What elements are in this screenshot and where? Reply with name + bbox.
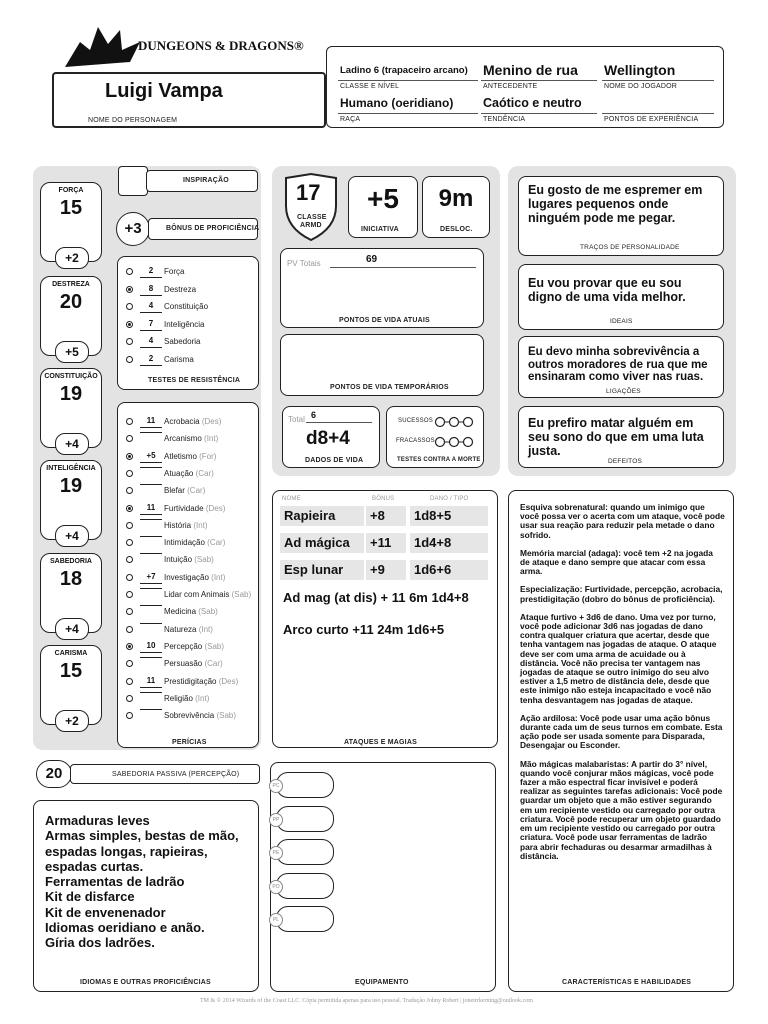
feature-paragraph: Ataque furtivo + 3d6 de dano. Uma vez por turno, você pode adicionar 3d6 nas jogadas de dano contra qualquer criatura que acertar, desde que tenha vantagem nas jogadas de ataque. O ataque deve ser com uma arma de acuidade ou à distância. Você não precisa ter vantagem nas jogadas de ataque se outro inimigo do seu alvo estiver a 1,5 metro de distância dele, desde que este inimigo não esteja incapacitado e você não tenha desvantagem nas jogadas de ataque.	[520, 611, 717, 705]
proficiency-line: Kit de disfarce	[45, 889, 135, 905]
skill-value	[140, 623, 162, 624]
ideals-label: IDEAIS	[610, 318, 633, 325]
temp-hp-label: PONTOS DE VIDA TEMPORÁRIOS	[330, 384, 449, 391]
class-level-label: CLASSE E NÍVEL	[340, 83, 400, 90]
death-success-circles[interactable]	[434, 415, 476, 433]
attacks-label: ATAQUES E MAGIAS	[344, 739, 417, 746]
death-saves-label: TESTES CONTRA A MORTE	[397, 457, 481, 463]
current-hp-label: PONTOS DE VIDA ATUAIS	[339, 317, 430, 324]
ability-score[interactable]: 20	[59, 291, 83, 313]
attack-damage[interactable]: 1d8+5	[410, 506, 488, 526]
proficiencies-text[interactable]	[45, 813, 239, 951]
proficiency-line: espadas longas, rapieiras,	[45, 843, 208, 859]
saving-throws-label: TESTES DE RESISTÊNCIA	[148, 377, 241, 384]
skill-value	[140, 536, 162, 537]
features-label: CARACTERÍSTICAS E HABILIDADES	[562, 979, 692, 986]
background[interactable]: Menino de rua	[483, 62, 578, 78]
skill-value: 11	[140, 675, 162, 688]
inspiration-label: INSPIRAÇÃO	[183, 177, 229, 184]
attack-col-damage: DANO / TIPO	[430, 496, 469, 502]
attack-name[interactable]: Rapieira	[280, 506, 364, 526]
race-label: RAÇA	[340, 116, 361, 123]
flaws-text: Eu prefiro matar alguém em seu sono do que em uma luta justa.	[528, 416, 704, 458]
personality-text: Eu gosto de me espremer em lugares pequenos onde ninguém pode me pegar.	[528, 183, 703, 225]
personality-label: TRAÇOS DE PERSONALIDADE	[580, 244, 680, 251]
features-text[interactable]	[520, 503, 725, 870]
hit-dice-total-label: Total	[288, 415, 305, 424]
proficiency-line: Armaduras leves	[45, 813, 150, 828]
proficiency-dot[interactable]	[126, 626, 133, 633]
proficiency-dot[interactable]	[126, 522, 133, 529]
attack-damage[interactable]: 1d6+6	[410, 560, 488, 580]
skill-value	[140, 692, 162, 693]
character-name[interactable]: Luigi Vampa	[105, 80, 223, 102]
skill-label: Sobrevivência (Sab)	[164, 711, 237, 721]
proficiency-bonus-label: BÔNUS DE PROFICIÊNCIA	[166, 225, 260, 232]
skill-label: Intimidação (Car)	[164, 538, 226, 548]
attack-name[interactable]: Ad mágica	[280, 533, 364, 553]
death-fail-label: FRACASSOS	[396, 438, 435, 444]
proficiency-line: Kit de envenenador	[45, 904, 166, 920]
proficiency-line: Ferramentas de ladrão	[45, 874, 185, 890]
alignment[interactable]: Caótico e neutro	[483, 96, 582, 110]
feature-paragraph: Ação ardilosa: Você pode usar uma ação bônus durante cada um de seus turnos em combate. Esta ação pode ser usada somente para Disparada, Desengajar ou Esconder.	[520, 712, 723, 751]
armor-class-label-2: ARMD	[300, 222, 322, 229]
ability-score[interactable]: 18	[59, 568, 83, 590]
bonds-text: Eu devo minha sobrevivência a outros moradores de rua que me ensinaram como viver nas ruas.	[528, 346, 708, 383]
initiative-value[interactable]: +5	[367, 183, 399, 214]
coin-label: PP	[269, 813, 283, 827]
proficiency-line: espadas curtas.	[45, 858, 144, 874]
dragon-logo-icon	[60, 22, 150, 72]
skill-label: Lidar com Animais (Sab)	[164, 590, 252, 599]
skill-value	[140, 432, 162, 433]
skill-value	[140, 484, 162, 485]
coin-label: PO	[269, 880, 283, 894]
proficiency-line: Armas simples, bestas de mão,	[45, 828, 239, 844]
passive-perception-label: SABEDORIA PASSIVA (PERCEPÇÃO)	[112, 771, 240, 778]
proficiency-line: Gíria dos ladrões.	[45, 935, 155, 951]
ability-score[interactable]: 15	[59, 197, 83, 219]
coin-label: PE	[269, 846, 283, 860]
skill-value	[140, 709, 162, 710]
skill-value	[140, 519, 162, 520]
speed-value[interactable]: 9m	[438, 185, 474, 212]
proficiency-dot[interactable]	[126, 505, 133, 512]
skill-value: +5	[140, 450, 162, 463]
skill-label: Natureza (Int)	[164, 624, 213, 634]
skill-value	[140, 553, 162, 554]
ability-mod: +4	[55, 433, 89, 455]
coin-pc[interactable]	[272, 772, 334, 798]
proficiency-dot[interactable]	[126, 678, 133, 685]
skill-label: Investigação (Int)	[164, 572, 226, 582]
attack-bonus[interactable]: +9	[366, 560, 406, 580]
death-fail-circles[interactable]	[434, 435, 476, 453]
feature-paragraph: Memória marcial (adaga): você tem +2 na jogada de ataque e dano sempre que atacar com essa arma.	[520, 547, 713, 577]
skill-label: Medicina (Sab)	[164, 607, 218, 617]
skill-label: Acrobacia (Des)	[164, 417, 222, 426]
skill-value	[140, 588, 162, 589]
proficiency-dot[interactable]	[126, 418, 133, 425]
coin-label: PC	[269, 779, 283, 793]
attack-bonus[interactable]: +8	[366, 506, 406, 526]
equipment-label: EQUIPAMENTO	[355, 979, 409, 986]
skill-value	[140, 467, 162, 468]
proficiencies-label: IDIOMAS E OUTRAS PROFICIÊNCIAS	[80, 979, 211, 986]
hit-dice-total[interactable]: 6	[311, 410, 317, 420]
attack-extra-2[interactable]: Arco curto +11 24m 1d6+5	[283, 622, 445, 637]
skill-label: Blefar (Car)	[164, 486, 206, 496]
proficiency-dot[interactable]	[126, 643, 133, 650]
skills-label: PERÍCIAS	[172, 739, 207, 746]
skill-label: Intuição (Sab)	[164, 555, 214, 565]
coin-pp[interactable]	[272, 806, 334, 832]
skill-value	[140, 657, 162, 658]
attacks-box	[272, 490, 498, 748]
attack-name[interactable]: Esp lunar	[280, 560, 364, 580]
skill-label: Prestidigitação (Des)	[164, 676, 239, 686]
character-name-label: NOME DO PERSONAGEM	[88, 117, 178, 124]
player-label: NOME DO JOGADOR	[604, 83, 678, 90]
coin-pe[interactable]	[272, 839, 334, 865]
skill-value	[140, 605, 162, 606]
attack-extra-1[interactable]: Ad mag (at dis) + 11 6m 1d4+8	[283, 590, 469, 605]
class-level[interactable]: Ladino 6 (trapaceiro arcano)	[340, 65, 468, 76]
passive-perception-value: 20	[36, 760, 72, 788]
initiative-label: INICIATIVA	[361, 226, 399, 233]
armor-class-label: CLASSE	[297, 214, 327, 221]
ability-mod: +4	[55, 618, 89, 640]
ability-score[interactable]: 19	[59, 383, 83, 405]
hit-dice-label: DADOS DE VIDA	[305, 457, 364, 464]
proficiency-line: Idiomas oeridiano e anão.	[45, 920, 205, 936]
skill-label: Furtividade (Des)	[164, 503, 226, 513]
proficiency-dot[interactable]	[126, 574, 133, 581]
alignment-label: TENDÊNCIA	[483, 116, 526, 123]
proficiency-dot[interactable]	[126, 591, 133, 598]
feature-paragraph: Especialização: Furtividade, percepção, acrobacia, prestidigitação (dobro do bônus de proficiência).	[520, 584, 723, 604]
hit-dice-value[interactable]: d8+4	[306, 428, 350, 449]
ability-dexterity: DESTREZA 20 +5	[40, 276, 102, 356]
ideals-text: Eu vou provar que eu sou digno de uma vida melhor.	[528, 276, 686, 304]
attack-col-bonus: BÔNUS	[372, 496, 395, 502]
hp-max-label: PV Totais	[287, 259, 321, 268]
speed-label: DESLOC.	[440, 226, 473, 233]
background-label: ANTECEDENTE	[483, 83, 538, 90]
skill-label: Atletismo (For)	[164, 451, 217, 461]
death-success-label: SUCESSOS	[398, 418, 433, 424]
ability-mod: +2	[55, 247, 89, 269]
player-name[interactable]: Wellington	[604, 62, 676, 78]
hp-max-value[interactable]: 69	[366, 254, 378, 265]
bonds-label: LIGAÇÕES	[606, 388, 641, 395]
attack-damage[interactable]: 1d4+8	[410, 533, 488, 553]
skill-label: História (Int)	[164, 520, 208, 530]
feature-paragraph: Mão mágicas malabaristas: A partir do 3° nível, quando você conjurar mãos mágicas, você pode fazer a mão espectral ficar invisível e poderá realizar as seguintes tarefas adicionais: Você pode guardar um objeto que a mão estiver segurando em um recipiente vestido ou carregado por outra criatura. Você pode recuperar um objeto guardado em um recipiente vestido ou carregado por outra criatura. Você pode usar ferramentas de ladrão para abrir fechaduras ou desarmar armadilhas à distância.	[520, 758, 723, 861]
attack-bonus[interactable]: +11	[366, 533, 406, 553]
flaws-label: DEFEITOS	[608, 458, 642, 465]
ability-wisdom: SABEDORIA 18 +4	[40, 553, 102, 633]
skill-value: 10	[140, 640, 162, 653]
proficiency-dot[interactable]	[126, 453, 133, 460]
ability-mod: +4	[55, 525, 89, 547]
skill-value: 11	[140, 415, 162, 428]
ability-score[interactable]: 19	[59, 475, 83, 497]
skill-value: +7	[140, 571, 162, 584]
footer-copyright: TM & © 2014 Wizards of the Coast LLC. Cópia permitida apenas para uso pessoal. Tradução Johny Robert | jonetrrkerning@outlook.com	[200, 998, 533, 1004]
coin-label: PL	[269, 913, 283, 927]
skill-label: Religião (Int)	[164, 693, 210, 703]
ability-strength: FORÇA 15 +2	[40, 182, 102, 262]
coin-pl[interactable]	[272, 906, 334, 932]
ability-score[interactable]: 15	[59, 660, 83, 682]
xp-label: PONTOS DE EXPERIÊNCIA	[604, 116, 699, 123]
inspiration-checkbox[interactable]	[118, 166, 148, 196]
proficiency-bonus-value: +3	[116, 212, 150, 246]
logo-text: DUNGEONS & DRAGONS®	[138, 38, 304, 53]
skill-value: 11	[140, 502, 162, 515]
armor-class-value[interactable]: 17	[296, 180, 321, 205]
coin-po[interactable]	[272, 873, 334, 899]
ability-constitution: CONSTITUIÇÃO 19 +4	[40, 368, 102, 448]
skill-label: Arcanismo (Int)	[164, 434, 219, 444]
feature-paragraph: Esquiva sobrenatural: quando um inimigo que você possa ver o acerta com um ataque, você pode usar sua reação para reduzir pela metade o dano sofrido.	[520, 502, 725, 540]
ability-intelligence: INTELIGÊNCIA 19 +4	[40, 460, 102, 540]
proficiency-dot[interactable]	[126, 470, 133, 477]
skill-label: Atuação (Car)	[164, 468, 214, 478]
proficiency-dot[interactable]	[126, 695, 133, 702]
ability-mod: +2	[55, 710, 89, 732]
skill-label: Percepção (Sab)	[164, 641, 225, 651]
ability-mod: +5	[55, 341, 89, 363]
ability-charisma: CARISMA 15 +2	[40, 645, 102, 725]
attack-col-name: NOME	[282, 496, 301, 502]
skill-label: Persuasão (Car)	[164, 659, 223, 669]
race[interactable]: Humano (oeridiano)	[340, 96, 454, 110]
